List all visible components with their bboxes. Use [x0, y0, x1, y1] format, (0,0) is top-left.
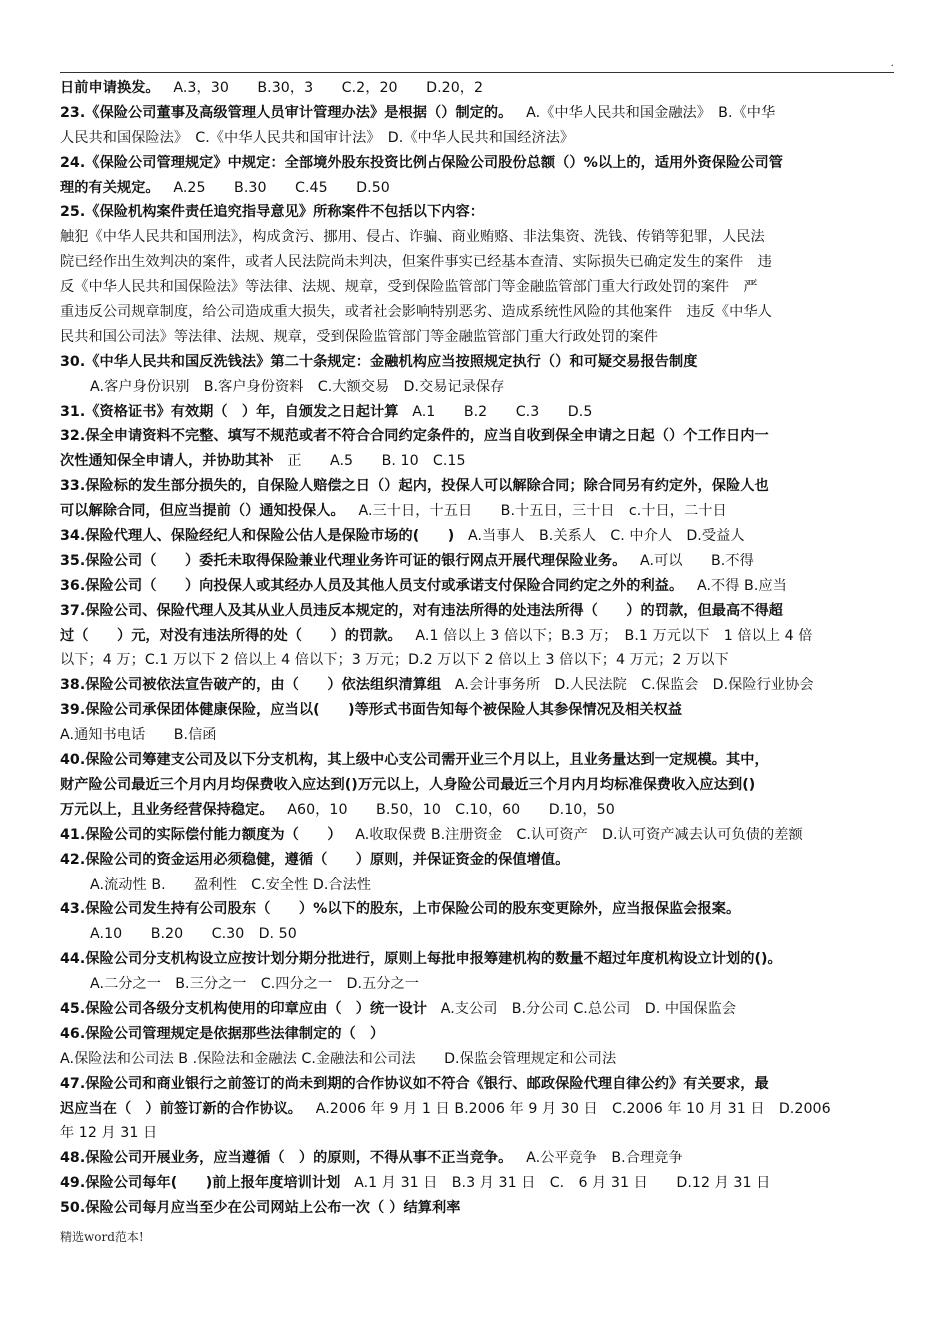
answer-options: A.1 月 31 日 B.3 月 31 日 C. 6 月 31 日 D.12 月 31 日	[354, 1175, 771, 1192]
text-line	[60, 947, 898, 972]
text-line	[60, 350, 898, 375]
text-line	[60, 599, 898, 624]
question-text: 48.保险公司开展业务，应当遵循（ ）的原则，不得从事不正当竞争。	[60, 1150, 513, 1167]
answer-options: A.不得 B.应当	[696, 577, 787, 594]
text-line	[60, 673, 898, 698]
text-line	[60, 848, 898, 873]
text-line	[60, 375, 898, 400]
text-line	[60, 325, 898, 350]
text-line	[60, 225, 898, 250]
text-line	[60, 400, 898, 425]
answer-options: A.三十日，十五日 B.十五日，三十日 c.十日，二十日	[358, 503, 727, 520]
answer-options: A.可以 B.不得	[640, 552, 754, 569]
text-line	[60, 1022, 898, 1047]
text-line	[60, 698, 898, 723]
text-line	[60, 424, 898, 449]
question-text: 31.《资格证书》有效期（ ）年，自颁发之日起计算	[60, 403, 399, 420]
header-rule	[60, 72, 894, 73]
text-line	[60, 1047, 898, 1072]
text-line	[60, 997, 898, 1022]
text-line	[60, 773, 898, 798]
document-body	[60, 76, 898, 1221]
question-text: 43.保险公司发生持有公司股东（ ）%以下的股东，上市保险公司的股东变更除外，应当报保监会报案。	[60, 901, 741, 918]
body-text: 以下；4 万；C.1 万以下 2 倍以上 4 倍以下；3 万元；D.2 万以下 2 倍以上 3 倍以下；4 万元；2 万以下	[60, 652, 729, 669]
question-text: 万元以上，且业务经营保持稳定。	[60, 801, 274, 818]
text-line	[60, 76, 898, 101]
page-footer: 精选word范本!	[60, 1230, 144, 1244]
answer-options: A.收取保费 B.注册资金 C.认可资产 D.认可资产减去认可负债的差额	[355, 826, 803, 843]
page-corner-mark: .	[890, 56, 894, 69]
text-line	[60, 300, 898, 325]
question-text: 44.保险公司分支机构设立应按计划分期分批进行，原则上每批申报筹建机构的数量不超过年度机构设立计划的()。	[60, 951, 782, 968]
body-text: 院已经作出生效判决的案件，或者人民法院尚未判决，但案件事实已经基本查清、实际损失已确定发生的案件 违	[60, 254, 772, 271]
text-line	[60, 275, 898, 300]
text-line	[60, 1121, 898, 1146]
question-text: 25.《保险机构案件责任追究指导意见》所称案件不包括以下内容：	[60, 204, 484, 221]
question-text: 迟应当在（ ）前签订新的合作协议。	[60, 1100, 303, 1117]
answer-options: A.1 B.2 C.3 D.5	[412, 403, 593, 420]
body-text: A.10 B.20 C.30 D. 50	[90, 926, 297, 943]
text-line	[60, 823, 898, 848]
text-line	[60, 873, 898, 898]
text-line	[60, 549, 898, 574]
text-line	[60, 624, 898, 649]
text-line	[60, 474, 898, 499]
text-line	[60, 1196, 898, 1221]
body-text: 人民共和国保险法》 C.《中华人民共和国审计法》 D.《中华人民共和国经济法》	[60, 129, 575, 146]
question-text: 46.保险公司管理规定是依据那些法律制定的（ ）	[60, 1025, 385, 1042]
text-line	[60, 1072, 898, 1097]
body-text: A.通知书电话 B.信函	[60, 727, 217, 744]
text-line	[60, 101, 898, 126]
question-text: 35.保险公司（ ）委托未取得保险兼业代理业务许可证的银行网点开展代理保险业务。	[60, 552, 627, 569]
text-line	[60, 200, 898, 225]
text-line	[60, 574, 898, 599]
question-text: 40.保险公司筹建支公司及以下分支机构，其上级中心支公司需开业三个月以上，且业务量达到一定规模。其中，	[60, 752, 769, 769]
answer-options: A.2006 年 9 月 1 日 B.2006 年 9 月 30 日 C.2006 年 10 月 31 日 D.2006	[315, 1100, 831, 1117]
answer-options: A.当事人 B.关系人 C. 中介人 D.受益人	[467, 528, 745, 545]
answer-options: A60，10 B.50，10 C.10，60 D.10，50	[287, 801, 615, 818]
question-text: 42.保险公司的资金运用必须稳健，遵循（ ）原则，并保证资金的保值增值。	[60, 851, 570, 868]
question-text: 47.保险公司和商业银行之前签订的尚未到期的合作协议如不符合《银行、邮政保险代理自律公约》有关要求，最	[60, 1075, 769, 1092]
question-text: 财产险公司最近三个月内月均保费收入应达到()万元以上，人身险公司最近三个月内月均标准保费收入应达到()	[60, 776, 756, 793]
answer-options: 正 A.5 B. 10 C.15	[287, 453, 466, 470]
question-text: 45.保险公司各级分支机构使用的印章应由（ ）统一设计	[60, 1000, 427, 1017]
question-text: 34.保险代理人、保险经纪人和保险公估人是保险市场的( )	[60, 528, 455, 545]
question-text: 37.保险公司、保险代理人及其从业人员违反本规定的，对有违法所得的处违法所得（ ）的罚款，但最高不得超	[60, 602, 783, 619]
answer-options: A.公平竞争 B.合理竞争	[526, 1150, 683, 1167]
body-text: 触犯《中华人民共和国刑法》，构成贪污、挪用、侵占、诈骗、商业贿赂、非法集资、洗钱、传销等犯罪，人民法	[60, 229, 765, 246]
question-text: 33.保险标的发生部分损失的，自保险人赔偿之日（）起内，投保人可以解除合同；除合同另有约定外，保险人也	[60, 478, 769, 495]
text-line	[60, 250, 898, 275]
body-text: 反《中华人民共和国保险法》等法律、法规、规章，受到保险监管部门等金融监管部门重大行政处罚的案件 严	[60, 279, 758, 296]
answer-options: A.3，30 B.30，3 C.2，20 D.20，2	[173, 80, 484, 96]
answer-options: A.1 倍以上 3 倍以下；B.3 万； B.1 万元以下 1 倍以上 4 倍	[415, 627, 813, 644]
text-line	[60, 972, 898, 997]
question-text: 日前申请换发。	[60, 80, 160, 96]
question-text: 可以解除合同，但应当提前（）通知投保人。	[60, 503, 345, 520]
text-line	[60, 524, 898, 549]
body-text: 民共和国公司法》等法律、法规、规章，受到保险监管部门等金融监管部门重大行政处罚的案件	[60, 328, 658, 345]
body-text: A.客户身份识别 B.客户身份资料 C.大额交易 D.交易记录保存	[90, 378, 505, 395]
text-line	[60, 798, 898, 823]
text-line	[60, 723, 898, 748]
body-text: A.保险法和公司法 B .保险法和金融法 C.金融法和公司法 D.保监会管理规定和公司法	[60, 1050, 617, 1067]
question-text: 30.《中华人民共和国反洗钱法》第二十条规定：金融机构应当按照规定执行（）和可疑交易报告制度	[60, 353, 698, 370]
text-line	[60, 897, 898, 922]
text-line	[60, 176, 898, 201]
question-text: 49.保险公司每年( )前上报年度培训计划	[60, 1175, 341, 1192]
body-text: 年 12 月 31 日	[60, 1125, 158, 1142]
text-line	[60, 648, 898, 673]
answer-options: A.《中华人民共和国金融法》 B.《中华	[526, 104, 776, 121]
body-text: A.二分之一 B.三分之一 C.四分之一 D.五分之一	[90, 976, 419, 993]
question-text: 50.保险公司每月应当至少在公司网站上公布一次（ ）结算利率	[60, 1200, 461, 1217]
question-text: 39.保险公司承保团体健康保险，应当以( )等形式书面告知每个被保险人其参保情况及相关权益	[60, 702, 683, 719]
text-line	[60, 1146, 898, 1171]
text-line	[60, 126, 898, 151]
question-text: 理的有关规定。	[60, 179, 160, 196]
body-text: A.流动性 B. 盈利性 C.安全性 D.合法性	[90, 876, 372, 893]
answer-options: A.25 B.30 C.45 D.50	[173, 179, 390, 196]
question-text: 41.保险公司的实际偿付能力额度为（ ）	[60, 826, 342, 843]
question-text: 次性通知保全申请人，并协助其补	[60, 453, 274, 470]
text-line	[60, 748, 898, 773]
question-text: 过（ ）元，对没有违法所得的处（ ）的罚款。	[60, 627, 402, 644]
question-text: 36.保险公司（ ）向投保人或其经办人员及其他人员支付或承诺支付保险合同约定之外的利益。	[60, 577, 684, 594]
text-line	[60, 922, 898, 947]
question-text: 24.《保险公司管理规定》中规定：全部境外股东投资比例占保险公司股份总额（）%以上的，适用外资保险公司管	[60, 154, 783, 171]
text-line	[60, 499, 898, 524]
question-text: 23.《保险公司董事及高级管理人员审计管理办法》是根据（）制定的。	[60, 104, 513, 121]
text-line	[60, 1171, 898, 1196]
answer-options: A.支公司 B.分公司 C.总公司 D. 中国保监会	[440, 1000, 737, 1017]
text-line	[60, 151, 898, 176]
text-line	[60, 449, 898, 474]
answer-options: A.会计事务所 D.人民法院 C.保监会 D.保险行业协会	[454, 677, 814, 694]
question-text: 32.保全申请资料不完整、填写不规范或者不符合合同约定条件的，应当自收到保全申请之日起（）个工作日内一	[60, 428, 769, 445]
question-text: 38.保险公司被依法宣告破产的，由（ ）依法组织清算组	[60, 677, 442, 694]
text-line	[60, 1097, 898, 1122]
body-text: 重违反公司规章制度，给公司造成重大损失，或者社会影响特别恶劣、造成系统性风险的其他案件 违反《中华人	[60, 304, 772, 321]
